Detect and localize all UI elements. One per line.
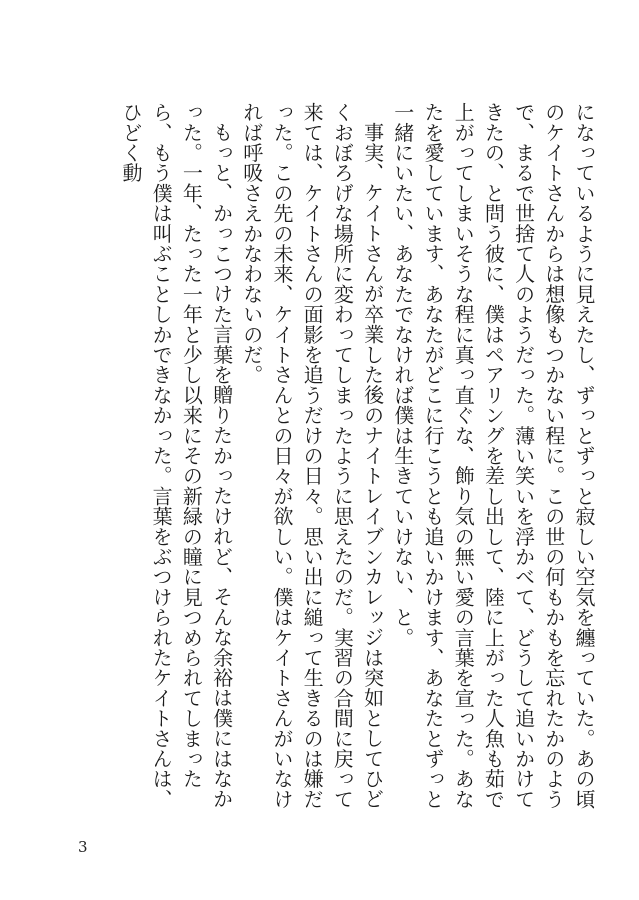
vertical-text-body (36, 102, 599, 824)
paragraph-1: になっているように見えたし、ずっとずっと寂しい空気を纏っていた。あの頃のケイトさんからは想像もつかない程に。この世の何もかもを忘れたかのようで、まるで世捨て人のようだった。薄い笑いを浮かべて、どうして追いかけてきたの、と問う彼に、僕はペアリングを差し出して、陸に上がった人魚も茹で上がってしまいそうな程に真っ直ぐな、飾り気の無い愛の言葉を宣った。あなたを愛しています、あなたがどこに行こうとも追いかけます、あなたとずっと一緒にいたい、あなたでなければ僕は生きていけない、と。 (390, 102, 596, 810)
page-number: 3 (78, 838, 88, 856)
paragraph-2: 事実、ケイトさんが卒業した後のナイトレイブンカレッジは突如としてひどくおぼろげな場所に変わってしまったように思えたのだ。実習の合間に戻って来ては、ケイトさんの面影を追うだけの日々。思い出に縋って生きるのは嫌だった。この先の未来、ケイトさんとの日々が欲しい。僕はケイトさんがいなければ呼吸さえかなわないのだ。 (239, 102, 385, 809)
paragraph-3: もっと、かっこつけた言葉を贈りたかったけれど、そんな余裕は僕にはなかった。一年、たった一年と少し以来にその新緑の瞳に見つめられてしまったら、もう僕は叫ぶことしかできなかった。言葉をぶつけられたケイトさんは、ひどく動 (118, 102, 234, 809)
